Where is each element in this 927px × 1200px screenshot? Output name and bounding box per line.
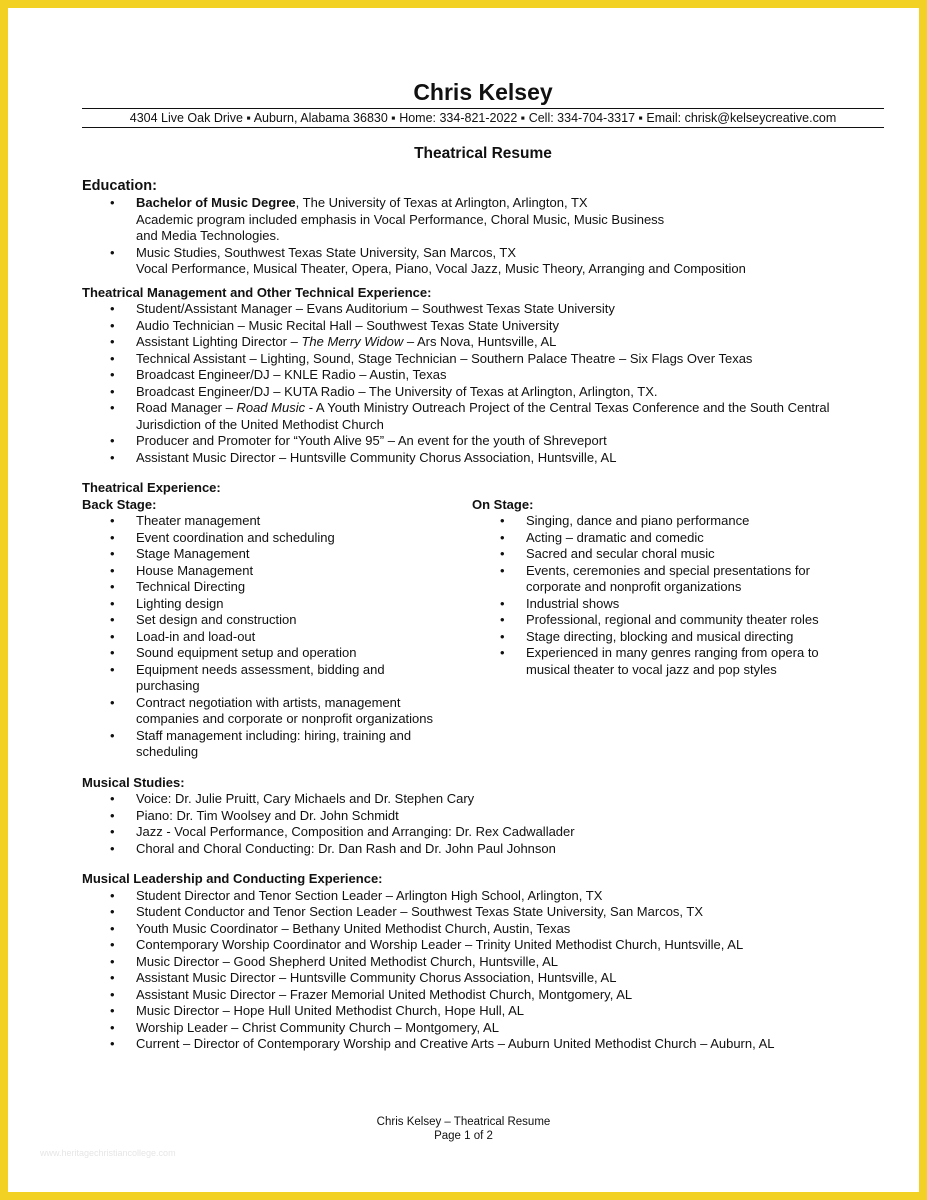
theatrical-heading: Theatrical Experience: bbox=[82, 480, 221, 495]
item-text: musical theater to vocal jazz and pop styles bbox=[526, 661, 777, 677]
on-stage-list bbox=[472, 513, 884, 678]
list-item: • Set design and construction bbox=[82, 612, 472, 629]
list-item: • Music Director – Hope Hull United Methodist Church, Hope Hull, AL bbox=[82, 1003, 884, 1020]
resume-content bbox=[82, 78, 884, 1053]
theatrical-columns bbox=[82, 497, 884, 761]
list-item: • Event coordination and scheduling bbox=[82, 530, 472, 547]
list-item: • Student Conductor and Tenor Section Leader – Southwest Texas State University, San Marcos, TX bbox=[82, 904, 884, 921]
list-item: • Theater management bbox=[82, 513, 472, 530]
list-item: • Sound equipment setup and operation bbox=[82, 645, 472, 662]
list-item: • Voice: Dr. Julie Pruitt, Cary Michaels and Dr. Stephen Cary bbox=[82, 791, 884, 808]
back-stage-list bbox=[82, 513, 472, 761]
list-item: • Choral and Choral Conducting: Dr. Dan Rash and Dr. John Paul Johnson bbox=[82, 841, 884, 858]
list-item: • Load-in and load-out bbox=[82, 629, 472, 646]
item-text: Staff management including: hiring, training and bbox=[136, 727, 412, 743]
item-text: Events, ceremonies and special presentations for bbox=[526, 562, 810, 578]
list-item: • Broadcast Engineer/DJ – KUTA Radio – The University of Texas at Arlington, Arlington, TX. bbox=[82, 384, 884, 401]
back-stage-column bbox=[82, 497, 472, 761]
item-text: – Ars Nova, Huntsville, AL bbox=[403, 334, 557, 349]
list-item: • Technical Directing bbox=[82, 579, 472, 596]
item-text: Contract negotiation with artists, management bbox=[136, 694, 401, 710]
item-text: purchasing bbox=[136, 678, 200, 693]
list-item: • Singing, dance and piano performance bbox=[472, 513, 884, 530]
list-item: • Assistant Music Director – Frazer Memorial United Methodist Church, Montgomery, AL bbox=[82, 987, 884, 1004]
list-item bbox=[82, 245, 884, 278]
studies-heading: Musical Studies: bbox=[82, 774, 185, 790]
list-item bbox=[82, 400, 884, 433]
management-list bbox=[82, 301, 884, 466]
list-item: • Contemporary Worship Coordinator and Worship Leader – Trinity United Methodist Church, Huntsville, AL bbox=[82, 937, 884, 954]
list-item bbox=[82, 334, 884, 351]
item-text: corporate and nonprofit organizations bbox=[526, 579, 742, 594]
list-item: • Stage directing, blocking and musical directing bbox=[472, 629, 884, 646]
list-item: • Worship Leader – Christ Community Church – Montgomery, AL bbox=[82, 1020, 884, 1037]
list-item bbox=[472, 645, 884, 678]
list-item: • Music Director – Good Shepherd United Methodist Church, Huntsville, AL bbox=[82, 954, 884, 971]
item-text: Assistant Lighting Director – bbox=[136, 334, 302, 349]
list-item bbox=[472, 563, 884, 596]
studies-detail: Vocal Performance, Musical Theater, Opera, Piano, Vocal Jazz, Music Theory, Arranging and Composition bbox=[136, 261, 746, 276]
list-item: • Acting – dramatic and comedic bbox=[472, 530, 884, 547]
watermark: www.heritagechristiancollege.com bbox=[40, 1148, 176, 1158]
degree-name: Bachelor of Music Degree bbox=[136, 195, 296, 210]
list-item: • Broadcast Engineer/DJ – KNLE Radio – Austin, Texas bbox=[82, 367, 884, 384]
list-item: • Lighting design bbox=[82, 596, 472, 613]
footer-title: Chris Kelsey – Theatrical Resume bbox=[376, 1116, 551, 1128]
list-item: • Student Director and Tenor Section Leader – Arlington High School, Arlington, TX bbox=[82, 888, 884, 905]
education-heading: Education: bbox=[82, 178, 157, 194]
list-item: • Technical Assistant – Lighting, Sound, Stage Technician – Southern Palace Theatre – Six Flags Over Texas bbox=[82, 351, 884, 368]
back-stage-heading: Back Stage: bbox=[82, 496, 157, 512]
list-item: • Professional, regional and community theater roles bbox=[472, 612, 884, 629]
item-text: Jurisdiction of the United Methodist Church bbox=[136, 416, 384, 432]
item-text: Experienced in many genres ranging from opera to bbox=[526, 645, 819, 660]
resume-name: Chris Kelsey bbox=[413, 79, 553, 105]
list-item: • Jazz - Vocal Performance, Composition and Arranging: Dr. Rex Cadwallader bbox=[82, 824, 884, 841]
studies-school: Music Studies, Southwest Texas State University, San Marcos, TX bbox=[136, 244, 517, 260]
document-title: Theatrical Resume bbox=[414, 145, 552, 162]
list-item: • House Management bbox=[82, 563, 472, 580]
list-item: • Stage Management bbox=[82, 546, 472, 563]
page-footer bbox=[8, 1115, 919, 1143]
production-title: The Merry Widow bbox=[301, 334, 404, 349]
on-stage-column bbox=[472, 497, 884, 761]
list-item: • Industrial shows bbox=[472, 596, 884, 613]
list-item: • Current – Director of Contemporary Worship and Creative Arts – Auburn United Methodist Church – Auburn, AL bbox=[82, 1036, 884, 1053]
item-text: - A Youth Ministry Outreach Project of the Central Texas Conference and the South Central bbox=[305, 400, 830, 415]
leadership-list bbox=[82, 888, 884, 1053]
list-item: • Sacred and secular choral music bbox=[472, 546, 884, 563]
list-item: • Audio Technician – Music Recital Hall – Southwest Texas State University bbox=[82, 318, 884, 335]
list-item: • Assistant Music Director – Huntsville Community Chorus Association, Huntsville, AL bbox=[82, 450, 884, 467]
list-item bbox=[82, 195, 884, 245]
degree-detail: Academic program included emphasis in Vocal Performance, Choral Music, Music Business bbox=[136, 211, 665, 227]
list-item bbox=[82, 695, 472, 728]
studies-list bbox=[82, 791, 884, 857]
item-text: scheduling bbox=[136, 744, 199, 759]
contact-line: 4304 Live Oak Drive ▪ Auburn, Alabama 36830 ▪ Home: 334-821-2022 ▪ Cell: 334-704-3317 ▪ Email: chrisk@kelseycreative.com bbox=[82, 108, 884, 128]
item-text: companies and corporate or nonprofit organizations bbox=[136, 711, 434, 726]
item-text: Equipment needs assessment, bidding and bbox=[136, 661, 385, 677]
list-item: • Assistant Music Director – Huntsville Community Chorus Association, Huntsville, AL bbox=[82, 970, 884, 987]
degree-detail: and Media Technologies. bbox=[136, 228, 280, 243]
list-item: • Piano: Dr. Tim Woolsey and Dr. John Schmidt bbox=[82, 808, 884, 825]
project-title: Road Music bbox=[236, 400, 306, 415]
list-item bbox=[82, 662, 472, 695]
list-item: • Producer and Promoter for “Youth Alive 95” – An event for the youth of Shreveport bbox=[82, 433, 884, 450]
resume-page bbox=[8, 8, 919, 1192]
list-item: • Youth Music Coordinator – Bethany United Methodist Church, Austin, Texas bbox=[82, 921, 884, 938]
management-heading: Theatrical Management and Other Technical Experience: bbox=[82, 284, 432, 300]
list-item: • Student/Assistant Manager – Evans Auditorium – Southwest Texas State University bbox=[82, 301, 884, 318]
item-text: Road Manager – bbox=[136, 400, 237, 415]
list-item bbox=[82, 728, 472, 761]
page-number: Page 1 of 2 bbox=[434, 1130, 493, 1142]
leadership-heading: Musical Leadership and Conducting Experience: bbox=[82, 871, 383, 886]
degree-school: , The University of Texas at Arlington, Arlington, TX bbox=[295, 195, 588, 210]
education-list bbox=[82, 195, 884, 278]
on-stage-heading: On Stage: bbox=[472, 496, 534, 512]
